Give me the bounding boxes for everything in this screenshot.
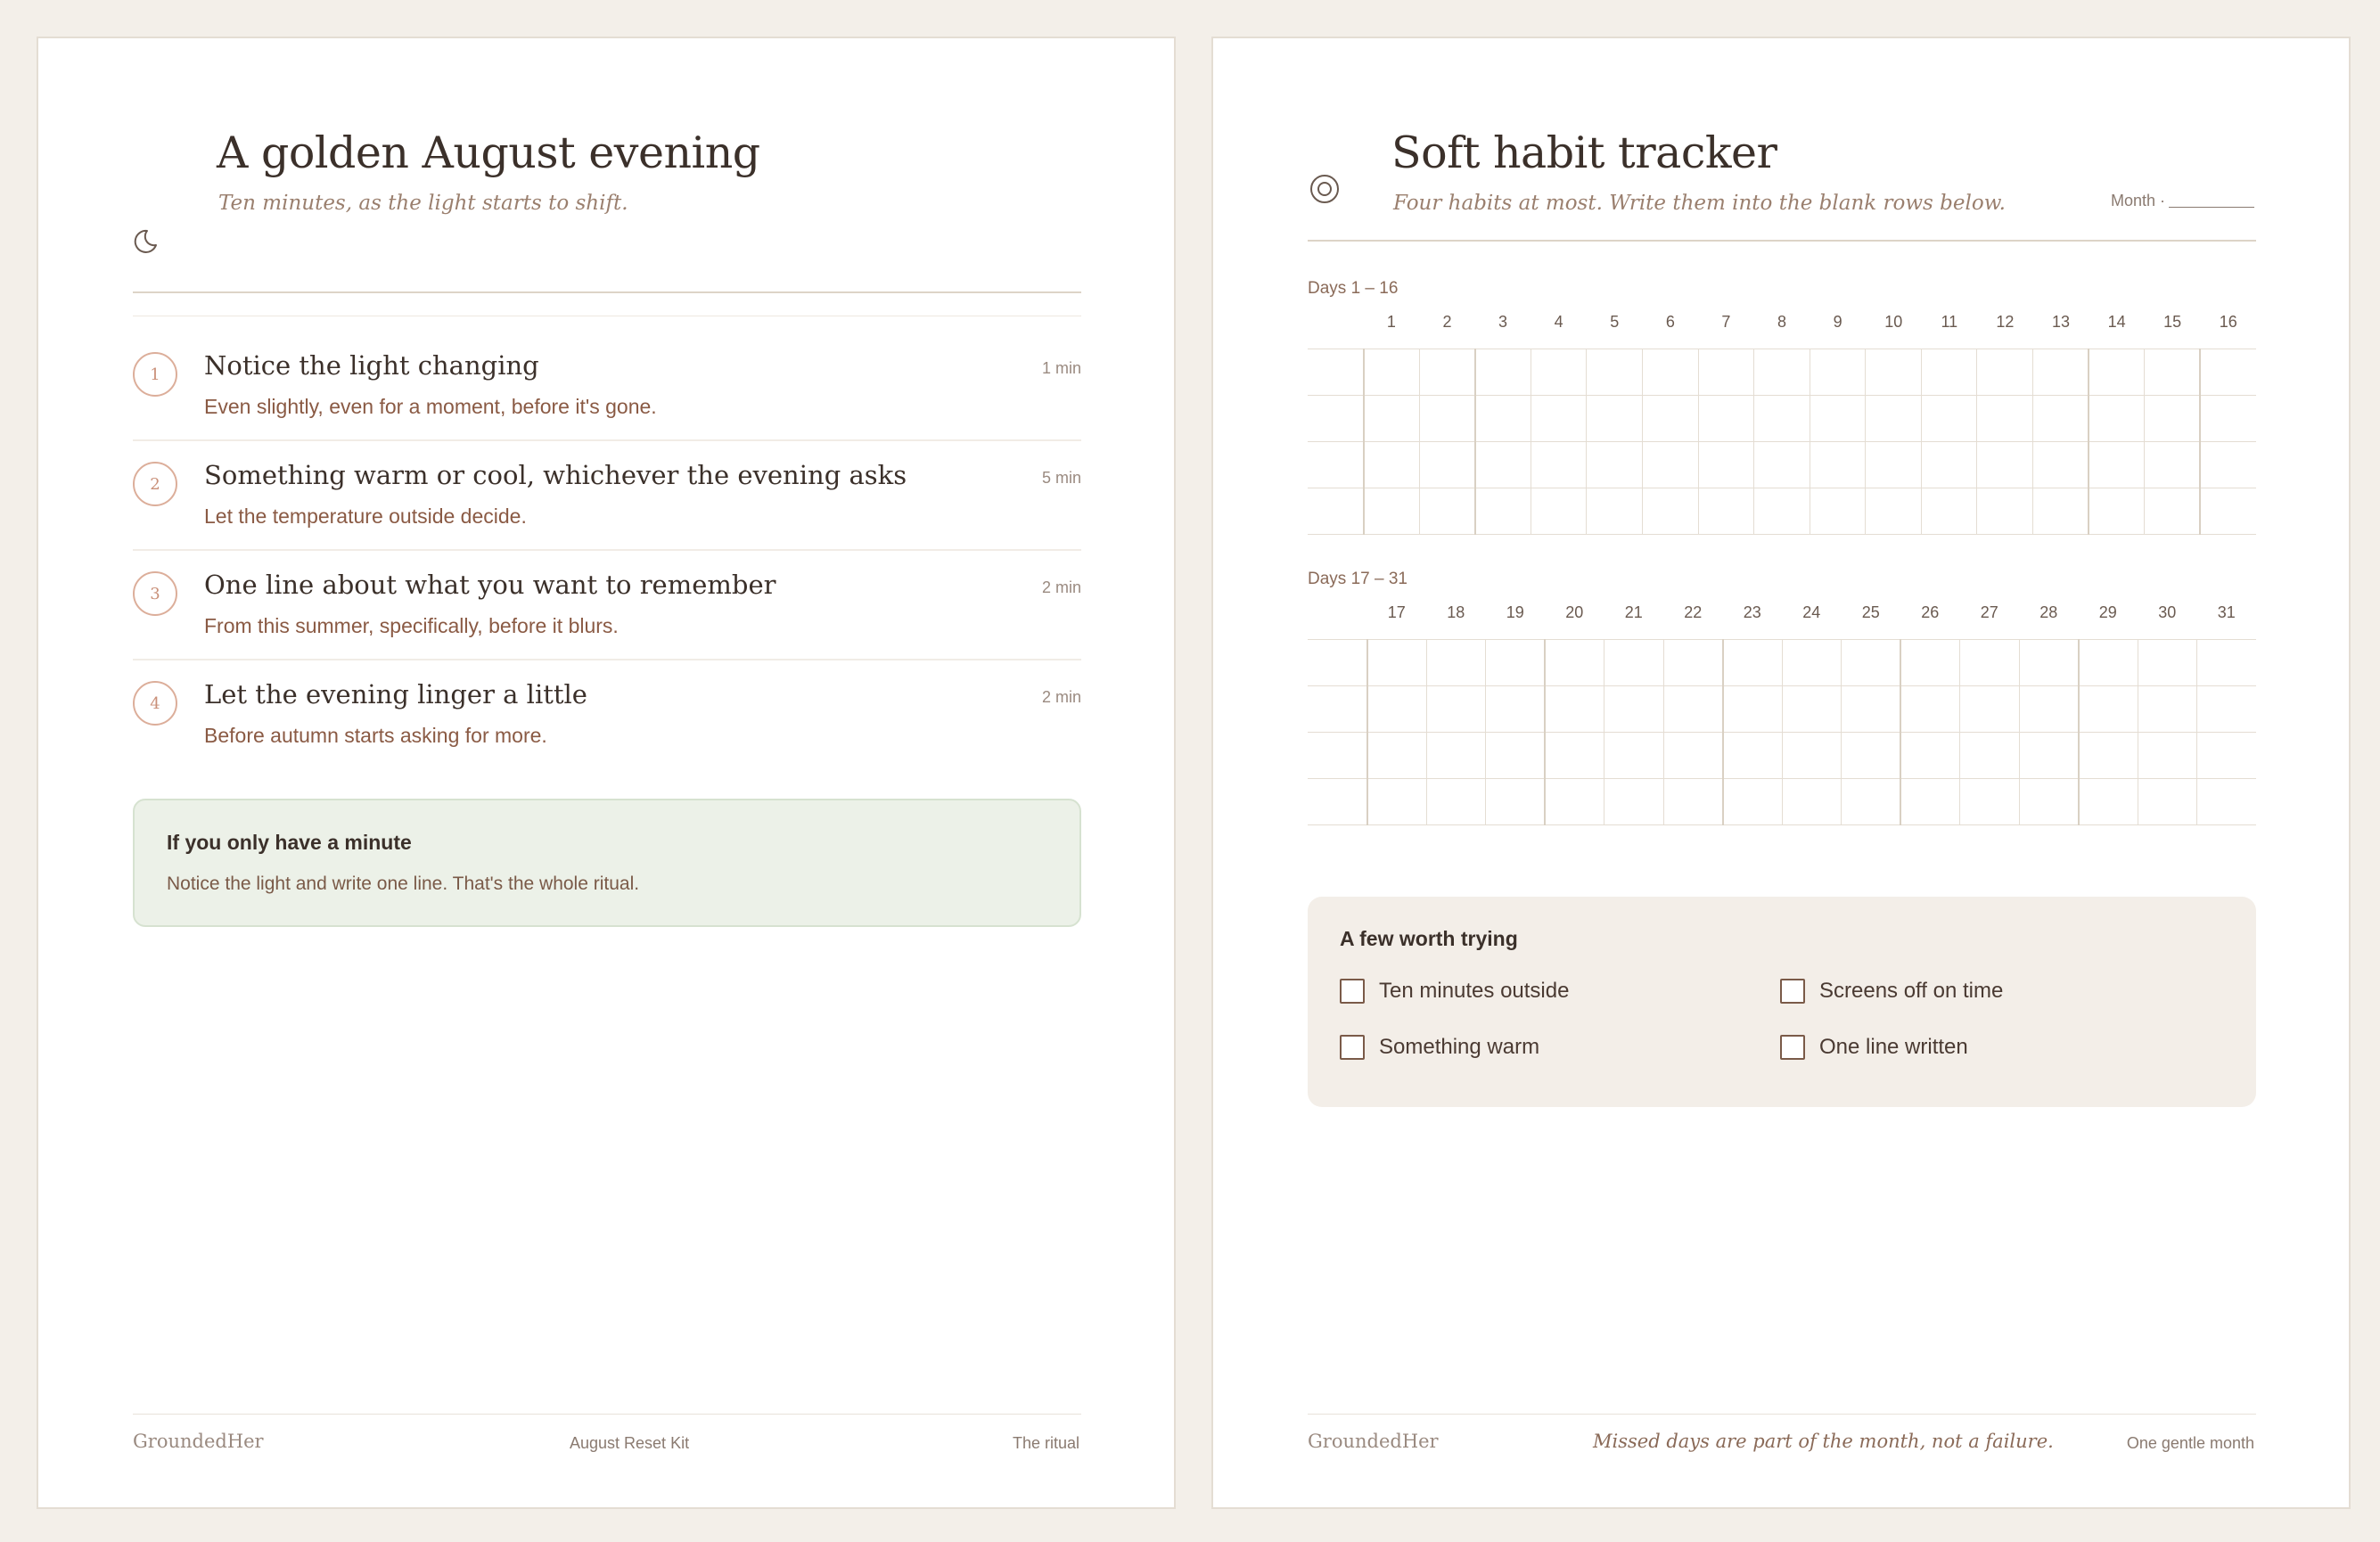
day-number: 31: [2217, 603, 2236, 621]
footer-brand: GroundedHer: [133, 1431, 264, 1452]
habit-day-cell[interactable]: [1723, 733, 1783, 779]
day-number: 29: [2098, 603, 2117, 621]
habit-row: [1308, 640, 2256, 686]
footer-quote: Missed days are part of the month, not a failure.: [1593, 1431, 2054, 1452]
suggestion-label: Ten minutes outside: [1379, 979, 1570, 1003]
habit-day-cell[interactable]: [2019, 640, 2079, 686]
habit-day-cell[interactable]: [2079, 640, 2138, 686]
habit-day-cell[interactable]: [1587, 442, 1643, 488]
habit-day-cell[interactable]: [1900, 640, 1960, 686]
step-duration: 5 min: [1041, 469, 1081, 487]
day-number: 3: [1498, 313, 1508, 331]
habit-day-cell[interactable]: [1842, 640, 1901, 686]
checkbox-icon[interactable]: [1780, 1035, 1805, 1060]
habit-day-cell[interactable]: [1663, 686, 1723, 733]
habit-day-cell[interactable]: [1782, 686, 1842, 733]
step-description: Let the temperature outside decide.: [204, 504, 527, 528]
header-divider: [1308, 240, 2256, 242]
habit-day-cell[interactable]: [1587, 396, 1643, 442]
day-number: 9: [1833, 313, 1842, 331]
habit-day-cell[interactable]: [2019, 733, 2079, 779]
day-header-row: [1308, 313, 2256, 336]
footer-center: August Reset Kit: [570, 1434, 690, 1452]
habit-day-cell[interactable]: [1486, 779, 1546, 825]
habit-day-cell[interactable]: [1866, 349, 1922, 396]
habit-day-cell[interactable]: [1545, 779, 1604, 825]
habit-day-cell[interactable]: [1782, 640, 1842, 686]
habit-day-cell[interactable]: [1842, 733, 1901, 779]
ritual-page: [37, 37, 1176, 1509]
habit-day-cell[interactable]: [1663, 733, 1723, 779]
habit-day-cell[interactable]: [1587, 488, 1643, 535]
habit-day-cell[interactable]: [1900, 686, 1960, 733]
day-number: 14: [2107, 313, 2126, 331]
habit-day-cell[interactable]: [1900, 779, 1960, 825]
step-number-badge: 4: [133, 681, 177, 726]
step-duration: 2 min: [1041, 578, 1081, 596]
habit-day-cell[interactable]: [1723, 686, 1783, 733]
habit-day-cell[interactable]: [1977, 349, 2033, 396]
day-number: 25: [1861, 603, 1880, 621]
habit-day-cell[interactable]: [1921, 349, 1977, 396]
habit-day-cell[interactable]: [1642, 488, 1698, 535]
habit-day-cell[interactable]: [1960, 686, 2020, 733]
footer-divider: [133, 1414, 1081, 1415]
callout-title: A few worth trying: [1340, 927, 1518, 950]
suggestion-checkbox[interactable]: [1340, 979, 1569, 1004]
day-number: 22: [1684, 603, 1703, 621]
habit-day-cell[interactable]: [2033, 396, 2089, 442]
day-number: 28: [2039, 603, 2058, 621]
habit-day-cell[interactable]: [1545, 686, 1604, 733]
habit-day-cell[interactable]: [2197, 640, 2257, 686]
suggestion-label: One line written: [1819, 1035, 1968, 1059]
day-number: 15: [2163, 313, 2182, 331]
callout-title: If you only have a minute: [167, 831, 412, 854]
habit-day-cell[interactable]: [1900, 733, 1960, 779]
section-label-days-1-16: Days 1 – 16: [1308, 279, 1399, 298]
habit-day-cell[interactable]: [1364, 396, 1420, 442]
month-label: Month ·: [2110, 192, 2165, 209]
habit-name-cell[interactable]: [1308, 349, 1364, 396]
habit-day-cell[interactable]: [1364, 349, 1420, 396]
habit-day-cell[interactable]: [1921, 488, 1977, 535]
habit-day-cell[interactable]: [1367, 779, 1427, 825]
habit-day-cell[interactable]: [1475, 349, 1531, 396]
day-number: 2: [1442, 313, 1452, 331]
habit-day-cell[interactable]: [1698, 396, 1754, 442]
ritual-step: [133, 552, 1081, 660]
habit-day-cell[interactable]: [2138, 779, 2197, 825]
habit-grid: [1308, 639, 2256, 825]
habit-day-cell[interactable]: [1977, 396, 2033, 442]
habit-day-cell[interactable]: [2019, 779, 2079, 825]
page-subtitle: Four habits at most. Write them into the blank rows below.: [1393, 192, 2006, 215]
step-number-badge: 1: [133, 352, 177, 397]
habit-row: [1308, 686, 2256, 733]
habit-day-cell[interactable]: [1754, 349, 1810, 396]
habit-day-cell[interactable]: [1367, 640, 1427, 686]
habit-day-cell[interactable]: [1475, 488, 1531, 535]
habit-grid-days-1-16: [1308, 313, 2256, 535]
step-description: From this summer, specifically, before it blurs.: [204, 614, 619, 637]
habit-day-cell[interactable]: [1419, 396, 1475, 442]
habit-day-cell[interactable]: [1604, 779, 1664, 825]
checkbox-icon[interactable]: [1780, 979, 1805, 1004]
habit-day-cell[interactable]: [1364, 488, 1420, 535]
habit-day-cell[interactable]: [2089, 396, 2145, 442]
habit-day-cell[interactable]: [1810, 349, 1866, 396]
habit-day-cell[interactable]: [1754, 488, 1810, 535]
habit-day-cell[interactable]: [1960, 733, 2020, 779]
day-number: 18: [1447, 603, 1465, 621]
habit-day-cell[interactable]: [1866, 488, 1922, 535]
habit-day-cell[interactable]: [1977, 488, 2033, 535]
day-number: 6: [1665, 313, 1675, 331]
footer-brand: GroundedHer: [1308, 1431, 1439, 1452]
habit-row: [1308, 488, 2256, 535]
page-title: A golden August evening: [217, 127, 760, 178]
habit-day-cell[interactable]: [1810, 488, 1866, 535]
day-number: 13: [2051, 313, 2071, 331]
habit-name-cell[interactable]: [1308, 733, 1367, 779]
habit-day-cell[interactable]: [1475, 442, 1531, 488]
habit-day-cell[interactable]: [1486, 733, 1546, 779]
habit-day-cell[interactable]: [1486, 686, 1546, 733]
day-number: 27: [1980, 603, 1998, 621]
step-title: Notice the light changing: [204, 350, 539, 381]
habit-day-cell[interactable]: [2033, 442, 2089, 488]
habit-row: [1308, 733, 2256, 779]
habit-day-cell[interactable]: [2197, 733, 2257, 779]
habit-row: [1308, 779, 2256, 825]
habit-day-cell[interactable]: [1642, 349, 1698, 396]
habit-day-cell[interactable]: [1531, 442, 1587, 488]
habit-day-cell[interactable]: [2145, 442, 2201, 488]
habit-day-cell[interactable]: [1475, 396, 1531, 442]
day-number: 5: [1610, 313, 1620, 331]
habit-day-cell[interactable]: [1604, 640, 1664, 686]
habit-day-cell[interactable]: [1531, 396, 1587, 442]
quick-ritual-callout: [133, 799, 1081, 927]
habit-day-cell[interactable]: [1921, 442, 1977, 488]
habit-day-cell[interactable]: [1604, 686, 1664, 733]
step-number-badge: 2: [133, 462, 177, 506]
habit-suggestions-callout: [1308, 897, 2256, 1107]
habit-day-cell[interactable]: [1367, 686, 1427, 733]
habit-day-cell[interactable]: [1698, 349, 1754, 396]
habit-day-cell[interactable]: [2138, 733, 2197, 779]
habit-label-column-header: [1308, 603, 1367, 627]
day-number: 4: [1554, 313, 1563, 331]
habit-day-cell[interactable]: [2145, 396, 2201, 442]
habit-day-cell[interactable]: [1419, 349, 1475, 396]
habit-day-cell[interactable]: [1866, 396, 1922, 442]
day-number: 11: [1941, 313, 1958, 331]
habit-grid: [1308, 349, 2256, 535]
page-title: Soft habit tracker: [1391, 127, 1777, 178]
habit-day-cell[interactable]: [1604, 733, 1664, 779]
tracker-page: [1211, 37, 2351, 1509]
habit-day-cell[interactable]: [1642, 396, 1698, 442]
habit-day-cell[interactable]: [1663, 640, 1723, 686]
habit-row: [1308, 396, 2256, 442]
habit-day-cell[interactable]: [1587, 349, 1643, 396]
step-description: Before autumn starts asking for more.: [204, 724, 547, 747]
habit-day-cell[interactable]: [1810, 396, 1866, 442]
habit-name-cell[interactable]: [1308, 442, 1364, 488]
habit-day-cell[interactable]: [1545, 733, 1604, 779]
day-number: 10: [1884, 313, 1903, 331]
habit-day-cell[interactable]: [2019, 686, 2079, 733]
habit-day-cell[interactable]: [1754, 396, 1810, 442]
habit-day-cell[interactable]: [2197, 779, 2257, 825]
section-label-days-17-31: Days 17 – 31: [1308, 570, 1407, 588]
step-duration: 2 min: [1041, 688, 1081, 706]
habit-day-cell[interactable]: [1642, 442, 1698, 488]
habit-day-cell[interactable]: [1531, 488, 1587, 535]
habit-grid-days-17-31: [1308, 603, 2256, 825]
day-number: 7: [1721, 313, 1731, 331]
habit-name-cell[interactable]: [1308, 686, 1367, 733]
day-number: 8: [1777, 313, 1787, 331]
footer-divider: [1308, 1414, 2256, 1415]
habit-day-cell[interactable]: [1531, 349, 1587, 396]
suggestion-label: Screens off on time: [1819, 979, 2004, 1003]
habit-day-cell[interactable]: [1842, 686, 1901, 733]
step-title: One line about what you want to remember: [204, 570, 776, 600]
habit-day-cell[interactable]: [1419, 488, 1475, 535]
page-subtitle: Ten minutes, as the light starts to shift.: [218, 192, 628, 215]
habit-day-cell[interactable]: [2145, 488, 2201, 535]
habit-day-cell[interactable]: [1960, 779, 2020, 825]
day-number: 26: [1921, 603, 1940, 621]
habit-day-cell[interactable]: [2079, 779, 2138, 825]
habit-day-cell[interactable]: [1486, 640, 1546, 686]
habit-day-cell[interactable]: [1426, 640, 1486, 686]
habit-day-cell[interactable]: [2200, 488, 2256, 535]
habit-name-cell[interactable]: [1308, 396, 1364, 442]
habit-day-cell[interactable]: [1545, 640, 1604, 686]
habit-day-cell[interactable]: [1960, 640, 2020, 686]
step-description: Even slightly, even for a moment, before it's gone.: [204, 395, 657, 418]
day-number: 30: [2158, 603, 2177, 621]
month-field[interactable]: [2111, 192, 2254, 210]
habit-day-cell[interactable]: [1866, 442, 1922, 488]
day-header-row: [1308, 603, 2256, 627]
habit-day-cell[interactable]: [2197, 686, 2257, 733]
habit-day-cell[interactable]: [1921, 396, 1977, 442]
habit-day-cell[interactable]: [2033, 488, 2089, 535]
habit-name-cell[interactable]: [1308, 779, 1367, 825]
day-number: 17: [1387, 603, 1406, 621]
step-duration: 1 min: [1041, 359, 1081, 377]
callout-text: Notice the light and write one line. That's the whole ritual.: [167, 874, 640, 894]
suggestion-label: Something warm: [1379, 1035, 1540, 1059]
habit-name-cell[interactable]: [1308, 488, 1364, 535]
checkbox-icon[interactable]: [1340, 1035, 1365, 1060]
habit-day-cell[interactable]: [1426, 779, 1486, 825]
day-number: 23: [1743, 603, 1761, 621]
habit-day-cell[interactable]: [1419, 442, 1475, 488]
habit-day-cell[interactable]: [2079, 733, 2138, 779]
habit-day-cell[interactable]: [1663, 779, 1723, 825]
checkbox-icon[interactable]: [1340, 979, 1365, 1004]
habit-day-cell[interactable]: [1810, 442, 1866, 488]
ritual-step: [133, 332, 1081, 441]
suggestion-checkbox[interactable]: [1340, 1035, 1539, 1060]
day-number: 16: [2219, 313, 2237, 331]
day-number: 12: [1996, 313, 2015, 331]
habit-day-cell[interactable]: [2089, 488, 2145, 535]
ritual-step: [133, 442, 1081, 551]
habit-day-cell[interactable]: [1367, 733, 1427, 779]
step-title: Something warm or cool, whichever the evening asks: [204, 460, 907, 490]
step-number-badge: 3: [133, 571, 177, 616]
moon-icon: [133, 226, 165, 262]
habit-day-cell[interactable]: [2079, 686, 2138, 733]
habit-day-cell[interactable]: [1426, 733, 1486, 779]
step-title: Let the evening linger a little: [204, 679, 587, 709]
footer-right: The ritual: [1012, 1434, 1079, 1452]
habit-day-cell[interactable]: [2138, 686, 2197, 733]
habit-row: [1308, 442, 2256, 488]
habit-day-cell[interactable]: [2033, 349, 2089, 396]
habit-day-cell[interactable]: [1754, 442, 1810, 488]
habit-day-cell[interactable]: [1842, 779, 1901, 825]
habit-row: [1308, 349, 2256, 396]
habit-day-cell[interactable]: [1723, 640, 1783, 686]
habit-day-cell[interactable]: [2200, 442, 2256, 488]
habit-day-cell[interactable]: [1782, 779, 1842, 825]
day-number: 19: [1506, 603, 1524, 621]
header-divider: [133, 291, 1081, 293]
habit-day-cell[interactable]: [1364, 442, 1420, 488]
footer-right: One gentle month: [2126, 1434, 2254, 1452]
suggestion-checkbox[interactable]: [1780, 1035, 1968, 1060]
habit-day-cell[interactable]: [1698, 442, 1754, 488]
target-icon: [1308, 172, 1342, 210]
habit-day-cell[interactable]: [2138, 640, 2197, 686]
habit-day-cell[interactable]: [1698, 488, 1754, 535]
habit-day-cell[interactable]: [2089, 442, 2145, 488]
habit-label-column-header: [1308, 313, 1364, 336]
habit-day-cell[interactable]: [2089, 349, 2145, 396]
day-number: 1: [1386, 313, 1396, 331]
habit-day-cell[interactable]: [1723, 779, 1783, 825]
habit-day-cell[interactable]: [1977, 442, 2033, 488]
habit-day-cell[interactable]: [1782, 733, 1842, 779]
habit-name-cell[interactable]: [1308, 640, 1367, 686]
habit-day-cell[interactable]: [2145, 349, 2201, 396]
suggestion-checkbox[interactable]: [1780, 979, 2003, 1004]
day-number: 21: [1624, 603, 1643, 621]
habit-day-cell[interactable]: [1426, 686, 1486, 733]
month-blank-line[interactable]: [2169, 207, 2254, 208]
day-number: 24: [1802, 603, 1821, 621]
habit-day-cell[interactable]: [2200, 396, 2256, 442]
habit-day-cell[interactable]: [2200, 349, 2256, 396]
ritual-step: [133, 661, 1081, 770]
day-number: 20: [1565, 603, 1584, 621]
